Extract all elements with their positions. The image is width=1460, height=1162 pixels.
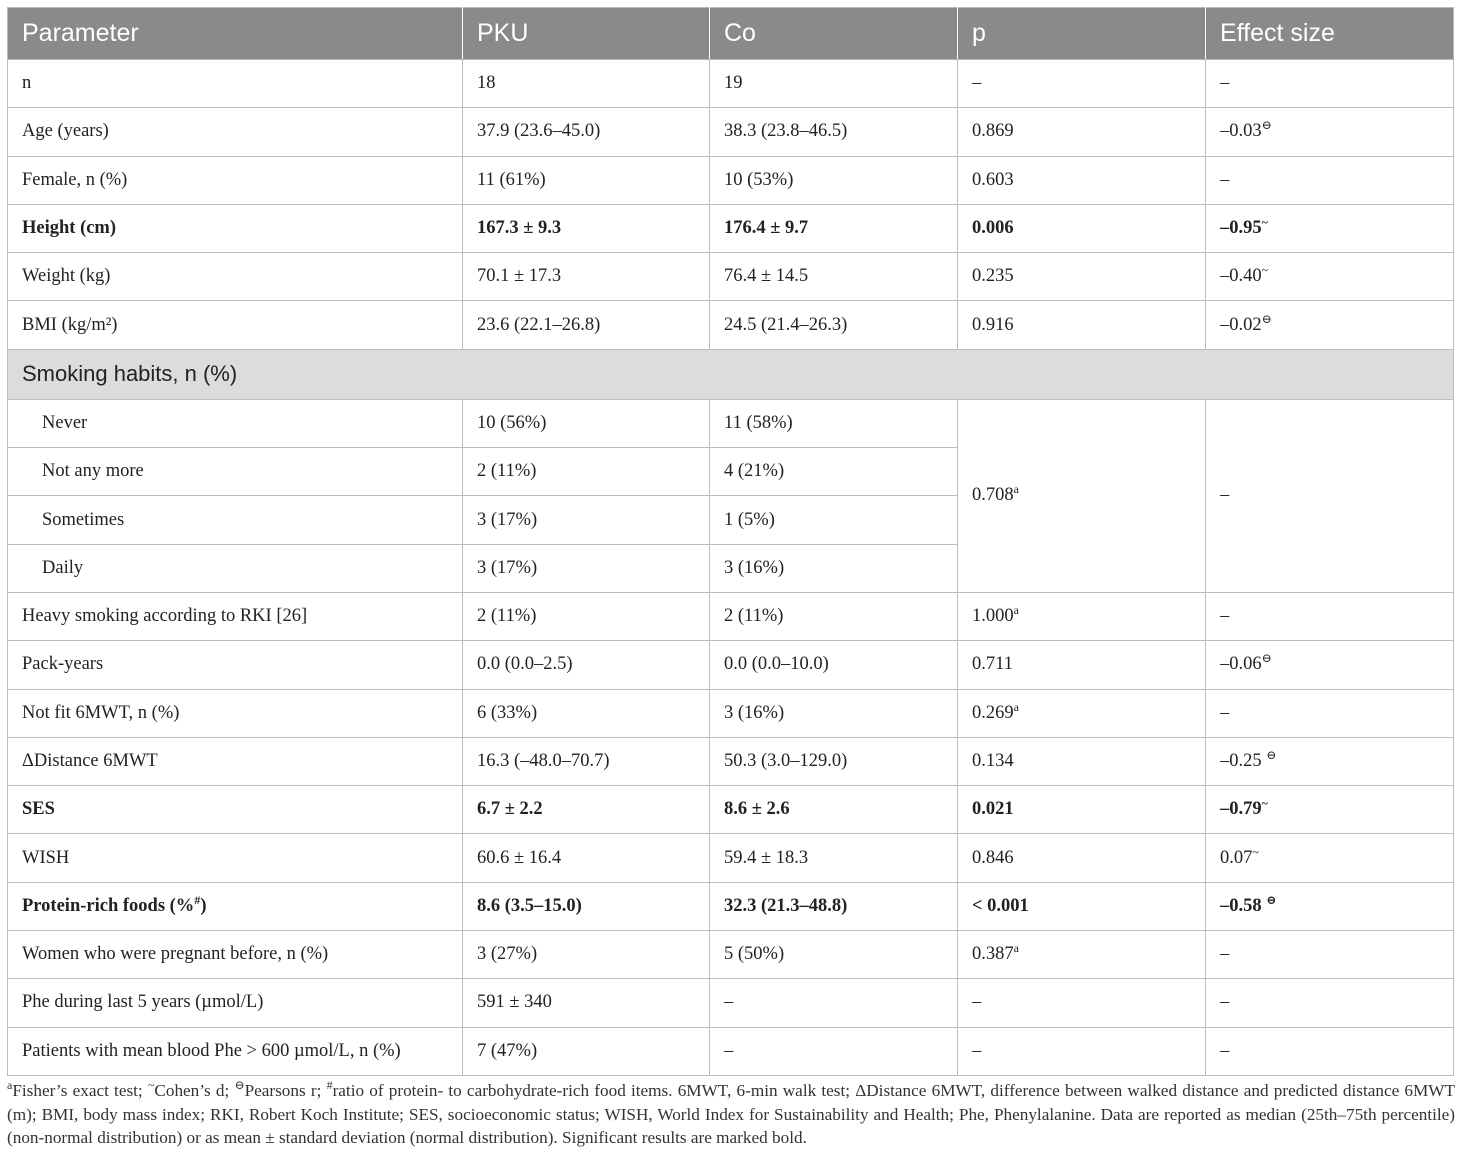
cell-effect-size-value: –0.95 (1220, 218, 1262, 239)
table-footnote (7, 1079, 1455, 1150)
cell-pku: 23.6 (22.1–26.8) (463, 301, 710, 349)
cell-effect-size (1206, 689, 1454, 737)
cell-co: 10 (53%) (710, 156, 958, 204)
cell-effect-size (1206, 786, 1454, 834)
parameter-label: SES (22, 799, 55, 820)
cell-parameter (8, 786, 463, 834)
cell-parameter: Daily (8, 544, 463, 592)
cell-parameter: Not any more (8, 448, 463, 496)
cell-p-sup: a (1013, 699, 1019, 714)
cell-p-value: 0.387 (972, 944, 1014, 965)
cell-p (958, 834, 1206, 882)
table-row (8, 60, 1454, 108)
table-row (8, 399, 1454, 447)
cell-p (958, 882, 1206, 930)
cell-pku: 3 (17%) (463, 496, 710, 544)
cell-p (958, 689, 1206, 737)
cell-p-value: – (972, 73, 982, 94)
table-row (8, 204, 1454, 252)
parameter-label: Female, n (%) (22, 169, 128, 190)
cell-effect-size-sup: ~ (1252, 844, 1259, 859)
cell-p (958, 931, 1206, 979)
cell-p-merged (958, 399, 1206, 592)
parameter-label: Patients with mean blood Phe > 600 µmol/L, n (%) (22, 1040, 401, 1061)
cell-parameter (8, 931, 463, 979)
cell-p-value: 0.916 (972, 314, 1014, 335)
cell-parameter (8, 60, 463, 108)
cell-p-value: 0.269 (972, 702, 1014, 723)
parameter-label: WISH (22, 847, 70, 868)
cell-pku: 18 (463, 60, 710, 108)
cell-effect-size-sup: ~ (1261, 215, 1268, 230)
cell-pku: 7 (47%) (463, 1027, 710, 1075)
cell-effect-size (1206, 882, 1454, 930)
cell-parameter (8, 301, 463, 349)
cell-effect-size-value: 0.07 (1220, 847, 1253, 868)
parameter-label: Women who were pregnant before, n (%) (22, 944, 329, 965)
characteristics-table (7, 7, 1454, 1076)
parameter-label: Pack-years (22, 654, 104, 675)
table-row (8, 689, 1454, 737)
cell-parameter (8, 882, 463, 930)
cell-p-sup: a (1013, 603, 1019, 618)
cell-p (958, 301, 1206, 349)
cell-effect-size-value: –0.06 (1220, 654, 1262, 675)
header-co: Co (710, 8, 958, 60)
cell-effect-size (1206, 301, 1454, 349)
cell-pku: 167.3 ± 9.3 (463, 204, 710, 252)
cell-effect-size-value: – (1220, 1040, 1230, 1061)
parameter-label: ΔDistance 6MWT (22, 751, 158, 771)
cell-pku: 10 (56%) (463, 399, 710, 447)
cell-effect-size (1206, 931, 1454, 979)
cell-co: 19 (710, 60, 958, 108)
cell-effect-size-sup: ⊖ (1261, 651, 1272, 666)
section-row (8, 349, 1454, 399)
cell-p-value: 0.134 (972, 751, 1014, 771)
cell-effect-size-sup: ~ (1261, 263, 1269, 278)
cell-effect-size (1206, 737, 1454, 785)
parameter-label: Protein-rich foods (% (22, 895, 195, 916)
cell-co: – (710, 979, 958, 1027)
footnote-text: Pearsons r; (244, 1081, 327, 1100)
cell-effect-size (1206, 1027, 1454, 1075)
header-parameter: Parameter (8, 8, 463, 60)
cell-p-value: 0.708 (972, 485, 1014, 506)
parameter-label: Not fit 6MWT, n (%) (22, 702, 180, 723)
cell-pku: 3 (27%) (463, 931, 710, 979)
cell-co: 32.3 (21.3–48.8) (710, 882, 958, 930)
cell-parameter (8, 979, 463, 1027)
cell-effect-size-value: – (1220, 169, 1230, 190)
parameter-label: Phe during last 5 years (µmol/L) (22, 992, 264, 1013)
table-row (8, 641, 1454, 689)
footnote-text: ratio of protein- to carbohydrate-rich food items. 6MWT, 6-min walk test; ΔDistance 6MWT, difference between walked distance and predicted distance 6MWT (m); BMI, body mass index; RKI, Robert Koch Institute; SES, socioeconomic status; WISH, World Index for Sustainability and Health; Phe, Phenylalanine. Data are reported as median (25th–75th percentile) (non-normal distribution) or as mean ± standard deviation (normal distribution). Significant results are marked bold. (7, 1081, 1455, 1147)
cell-co: 3 (16%) (710, 689, 958, 737)
cell-p-value: < 0.001 (972, 895, 1029, 916)
cell-effect-size-value: –0.03 (1220, 121, 1262, 142)
table-row (8, 301, 1454, 349)
cell-effect-size-sup: ~ (1261, 796, 1268, 811)
table-row (8, 882, 1454, 930)
cell-effect-size-value: –0.79 (1220, 799, 1262, 820)
cell-effect-size (1206, 156, 1454, 204)
table-row (8, 253, 1454, 301)
cell-pku: 6 (33%) (463, 689, 710, 737)
cell-co: 1 (5%) (710, 496, 958, 544)
footnote-sup: ⊖ (234, 1078, 245, 1092)
cell-co: 2 (11%) (710, 592, 958, 640)
cell-p (958, 737, 1206, 785)
footnote-text: Cohen’s d; (154, 1081, 235, 1100)
table-row (8, 786, 1454, 834)
cell-p-value: – (972, 992, 982, 1013)
cell-pku: 60.6 ± 16.4 (463, 834, 710, 882)
cell-co: 5 (50%) (710, 931, 958, 979)
footnote-sup: ~ (147, 1078, 155, 1092)
header-p: p (958, 8, 1206, 60)
cell-effect-size-value: –0.40 (1220, 266, 1262, 287)
cell-p (958, 253, 1206, 301)
cell-p-sup: a (1013, 482, 1019, 497)
footnote-text: Fisher’s exact test; (12, 1081, 148, 1100)
parameter-label: Age (years) (22, 121, 109, 142)
header-effect-size: Effect size (1206, 8, 1454, 60)
cell-effect-size (1206, 979, 1454, 1027)
cell-p (958, 592, 1206, 640)
cell-parameter: Sometimes (8, 496, 463, 544)
cell-effect-size-sup: ⊖ (1266, 748, 1277, 762)
cell-effect-size-value: – (1220, 944, 1230, 965)
cell-co: 8.6 ± 2.6 (710, 786, 958, 834)
cell-co: 38.3 (23.8–46.5) (710, 108, 958, 156)
cell-co: 176.4 ± 9.7 (710, 204, 958, 252)
cell-co: 50.3 (3.0–129.0) (710, 737, 958, 785)
table-row (8, 156, 1454, 204)
cell-effect-size-value: – (1220, 992, 1230, 1013)
cell-effect-size-value: – (1220, 702, 1230, 723)
cell-parameter (8, 834, 463, 882)
cell-effect-size (1206, 253, 1454, 301)
cell-pku: 70.1 ± 17.3 (463, 253, 710, 301)
cell-co: 59.4 ± 18.3 (710, 834, 958, 882)
cell-parameter (8, 156, 463, 204)
parameter-label: BMI (kg/m²) (22, 314, 118, 335)
cell-co: – (710, 1027, 958, 1075)
cell-effect-size (1206, 60, 1454, 108)
cell-effect-size-value: – (1220, 606, 1230, 627)
cell-p-value: 0.711 (972, 654, 1013, 675)
cell-p-value: 0.021 (972, 799, 1014, 820)
cell-co: 3 (16%) (710, 544, 958, 592)
cell-p (958, 60, 1206, 108)
cell-p-value: 0.603 (972, 169, 1014, 190)
footnote-sup: # (326, 1078, 333, 1092)
table-row (8, 1027, 1454, 1075)
cell-p-value: 1.000 (972, 606, 1014, 627)
footnote-sup: a (7, 1078, 13, 1092)
cell-co: 76.4 ± 14.5 (710, 253, 958, 301)
cell-parameter (8, 737, 463, 785)
cell-p (958, 108, 1206, 156)
cell-p (958, 156, 1206, 204)
cell-parameter (8, 641, 463, 689)
cell-pku: 8.6 (3.5–15.0) (463, 882, 710, 930)
cell-p (958, 641, 1206, 689)
cell-pku: 2 (11%) (463, 592, 710, 640)
cell-p (958, 786, 1206, 834)
table-row (8, 931, 1454, 979)
cell-p-value: 0.846 (972, 847, 1014, 868)
cell-co: 4 (21%) (710, 448, 958, 496)
cell-co: 24.5 (21.4–26.3) (710, 301, 958, 349)
cell-effect-size-value: –0.25 (1220, 751, 1267, 771)
table-row (8, 834, 1454, 882)
cell-p (958, 979, 1206, 1027)
cell-p (958, 204, 1206, 252)
cell-effect-size-sup: ⊖ (1266, 892, 1277, 907)
parameter-label-end: ) (200, 895, 207, 916)
cell-pku: 16.3 (–48.0–70.7) (463, 737, 710, 785)
cell-effect-size-sup: ⊖ (1261, 311, 1272, 326)
cell-pku: 11 (61%) (463, 156, 710, 204)
cell-effect-size-sup: ⊖ (1261, 118, 1272, 133)
table-row (8, 592, 1454, 640)
cell-effect-merged: – (1206, 399, 1454, 592)
parameter-label: n (22, 73, 32, 94)
parameter-label: Height (cm) (22, 218, 117, 239)
cell-parameter (8, 253, 463, 301)
header-pku: PKU (463, 8, 710, 60)
cell-effect-size (1206, 641, 1454, 689)
cell-effect-size (1206, 108, 1454, 156)
cell-pku: 3 (17%) (463, 544, 710, 592)
cell-p-sup: a (1013, 941, 1019, 956)
cell-effect-size-value: – (1220, 73, 1230, 94)
cell-co: 11 (58%) (710, 399, 958, 447)
parameter-sup: # (194, 892, 201, 907)
cell-co: 0.0 (0.0–10.0) (710, 641, 958, 689)
cell-pku: 37.9 (23.6–45.0) (463, 108, 710, 156)
cell-pku: 2 (11%) (463, 448, 710, 496)
cell-effect-size-value: –0.02 (1220, 314, 1262, 335)
cell-pku: 6.7 ± 2.2 (463, 786, 710, 834)
table-row (8, 979, 1454, 1027)
cell-parameter (8, 108, 463, 156)
table-row (8, 737, 1454, 785)
cell-pku: 0.0 (0.0–2.5) (463, 641, 710, 689)
cell-p (958, 1027, 1206, 1075)
cell-parameter (8, 1027, 463, 1075)
cell-effect-size (1206, 204, 1454, 252)
table-row (8, 108, 1454, 156)
cell-parameter (8, 689, 463, 737)
cell-parameter (8, 204, 463, 252)
section-title: Smoking habits, n (%) (8, 349, 1454, 399)
cell-effect-size-value: –0.58 (1220, 895, 1267, 916)
cell-p-value: 0.235 (972, 266, 1014, 287)
parameter-label: Weight (kg) (22, 266, 111, 287)
cell-effect-size (1206, 592, 1454, 640)
cell-p-value: 0.006 (972, 218, 1014, 239)
cell-parameter (8, 592, 463, 640)
parameter-label: Heavy smoking according to RKI [26] (22, 606, 308, 627)
cell-effect-size (1206, 834, 1454, 882)
cell-parameter: Never (8, 399, 463, 447)
cell-pku: 591 ± 340 (463, 979, 710, 1027)
cell-p-value: – (972, 1040, 982, 1061)
cell-p-value: 0.869 (972, 121, 1014, 142)
header-row (8, 8, 1454, 60)
